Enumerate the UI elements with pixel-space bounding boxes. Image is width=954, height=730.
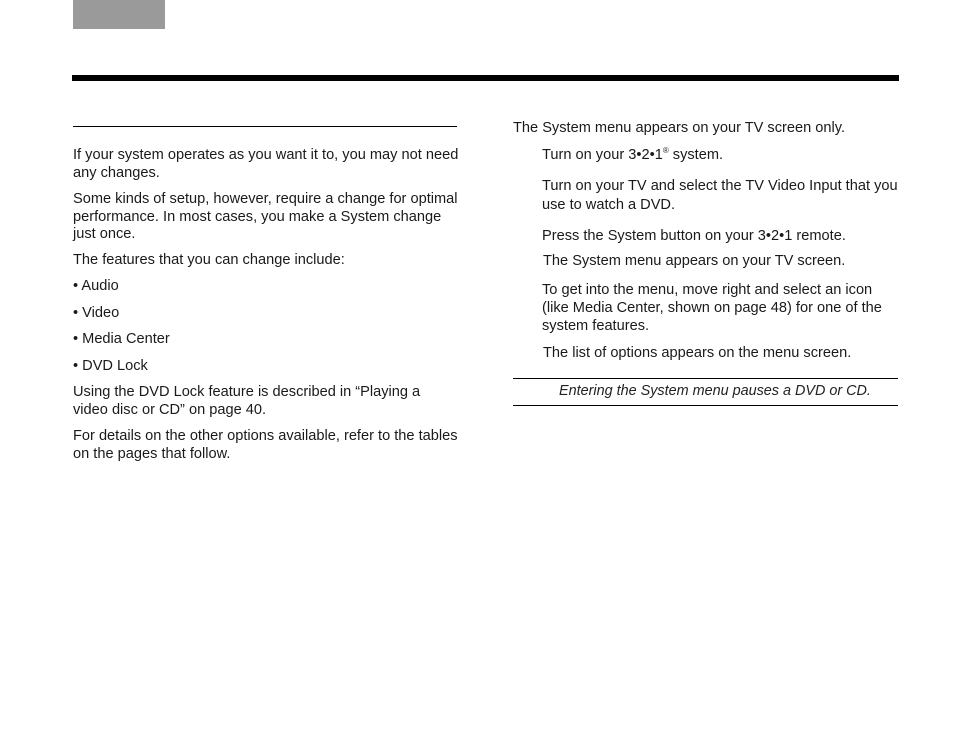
procedure-intro: The System menu appears on your TV screen only.	[513, 120, 846, 136]
step-1	[542, 146, 902, 165]
bullet-item: • Video	[73, 305, 120, 321]
step-1-text-end: system.	[668, 147, 724, 163]
note-box	[513, 378, 898, 406]
paragraph-features: The features that you can change include:	[73, 252, 345, 268]
step-3: Press the System button on your 3•2•1 remote.	[542, 228, 846, 244]
bullet-item: • Audio	[73, 278, 119, 294]
paragraph-dvd-lock: Using the DVD Lock feature is described in “Playing a video disc or CD” on page 40.	[73, 384, 421, 418]
step-3-result: The System menu appears on your TV screen.	[543, 253, 846, 269]
step-4-result: The list of options appears on the menu screen.	[543, 345, 852, 361]
registered-mark: ®	[662, 146, 669, 156]
step-1-text: Turn on your 3•2•1	[542, 147, 663, 163]
step-4: To get into the menu, move right and select an icon (like Media Center, shown on page 48) for one of the system features.	[542, 282, 882, 334]
paragraph-intro: If your system operates as you want it to, you may not need any changes.	[73, 147, 459, 181]
section-tab	[73, 0, 165, 29]
bullet-item: • DVD Lock	[73, 358, 148, 374]
paragraph-setup: Some kinds of setup, however, require a change for optimal performance. In most cases, you make a System change just once.	[73, 191, 458, 242]
paragraph-details: For details on the other options available, refer to the tables on the pages that follow.	[73, 428, 458, 462]
step-2: Turn on your TV and select the TV Video Input that you use to watch a DVD.	[542, 178, 898, 213]
note-text: Entering the System menu pauses a DVD or CD.	[559, 383, 871, 399]
left-column-rule	[73, 126, 457, 127]
bullet-item: • Media Center	[73, 331, 170, 347]
header-rule	[72, 75, 899, 81]
